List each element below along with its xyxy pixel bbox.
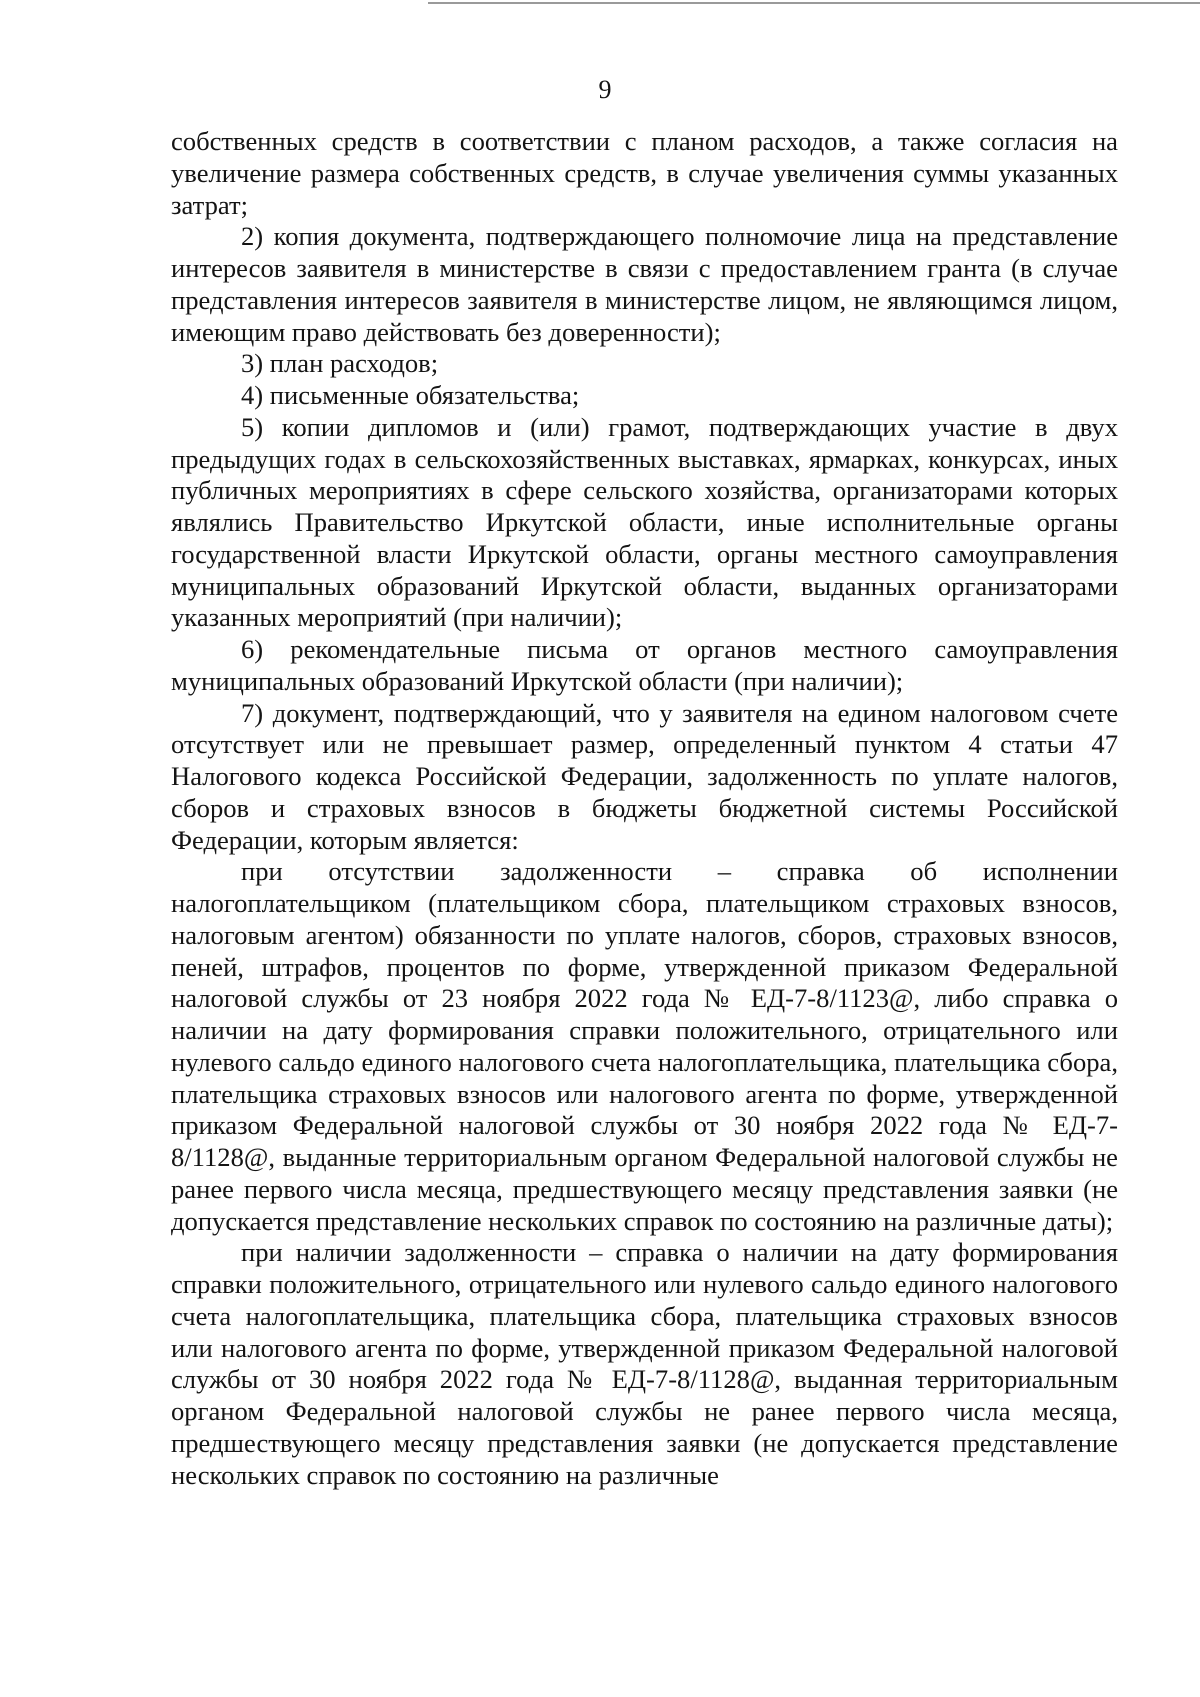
- paragraph-item-7: 7) документ, подтверждающий, что у заявителя на едином налоговом счете отсутствует или не превышает размер, определенный пунктом 4 статьи 47 Налогового кодекса Российской Федерации, задолженность по уплате налогов, сборов и страховых взносов в бюджеты бюджетной системы Российской Федерации, которым является:: [171, 697, 1118, 855]
- paragraph-item-4: 4) письменные обязательства;: [241, 380, 580, 410]
- paragraph-item-2: 2) копия документа, подтверждающего полномочие лица на представление интересов заявителя в министерстве в связи с предоставлением гранта (в случае представления интересов заявителя в министерстве лицом, не являющимся лицом, имеющим право действовать без доверенности);: [171, 221, 1118, 347]
- page-number: 9: [598, 75, 612, 104]
- paragraph-item-5: 5) копии дипломов и (или) грамот, подтверждающих участие в двух предыдущих годах в сельскохозяйственных выставках, ярмарках, конкурсах, иных публичных мероприятиях в сфере сельского хозяйства, организаторами которых являлись Правительство Иркутской области, иные исполнительные органы государственной власти Иркутской области, органы местного самоуправления муниципальных образований Иркутской области, выданных организаторами указанных мероприятий (при наличии);: [171, 411, 1118, 633]
- paragraph-no-debt: при отсутствии задолженности – справка об исполнении налогоплательщиком (плательщиком сбора, плательщиком страховых взносов, налоговым агентом) обязанности по уплате налогов, сборов, страховых взносов, пеней, штрафов, процентов по форме, утвержденной приказом Федеральной налоговой службы от 23 ноября 2022 года № ЕД-7-8/1123@, либо справка о наличии на дату формирования справки положительного, отрицательного или нулевого сальдо единого налогового счета налогоплательщика, плательщика сбора, плательщика страховых взносов или налогового агента по форме, утвержденной приказом Федеральной налоговой службы от 30 ноября 2022 года № ЕД-7-8/1128@, выданные территориальным органом Федеральной налоговой службы не ранее первого числа месяца, предшествующего месяцу представления заявки (не допускается представление нескольких справок по состоянию на различные даты);: [171, 856, 1118, 1236]
- paragraph-item-3: 3) план расходов;: [241, 348, 439, 379]
- document-body: [171, 126, 1118, 1491]
- paragraph-item-6: 6) рекомендательные письма от органов местного самоуправления муниципальных образований Иркутской области (при наличии);: [171, 634, 1118, 696]
- paragraph-continuation: собственных средств в соответствии с планом расходов, а также согласия на увеличение размера собственных средств, в случае увеличения суммы указанных затрат;: [171, 126, 1118, 220]
- paragraph-with-debt: при наличии задолженности – справка о наличии на дату формирования справки положительного, отрицательного или нулевого сальдо единого налогового счета налогоплательщика, плательщика сбора, плательщика страховых взносов или налогового агента по форме, утвержденной приказом Федеральной налоговой службы от 30 ноября 2022 года № ЕД-7-8/1128@, выданная территориальным органом Федеральной налоговой службы не ранее первого числа месяца, предшествующего месяцу представления заявки (не допускается представление нескольких справок по состоянию на различные: [171, 1237, 1118, 1490]
- top-border-line: [428, 2, 1200, 4]
